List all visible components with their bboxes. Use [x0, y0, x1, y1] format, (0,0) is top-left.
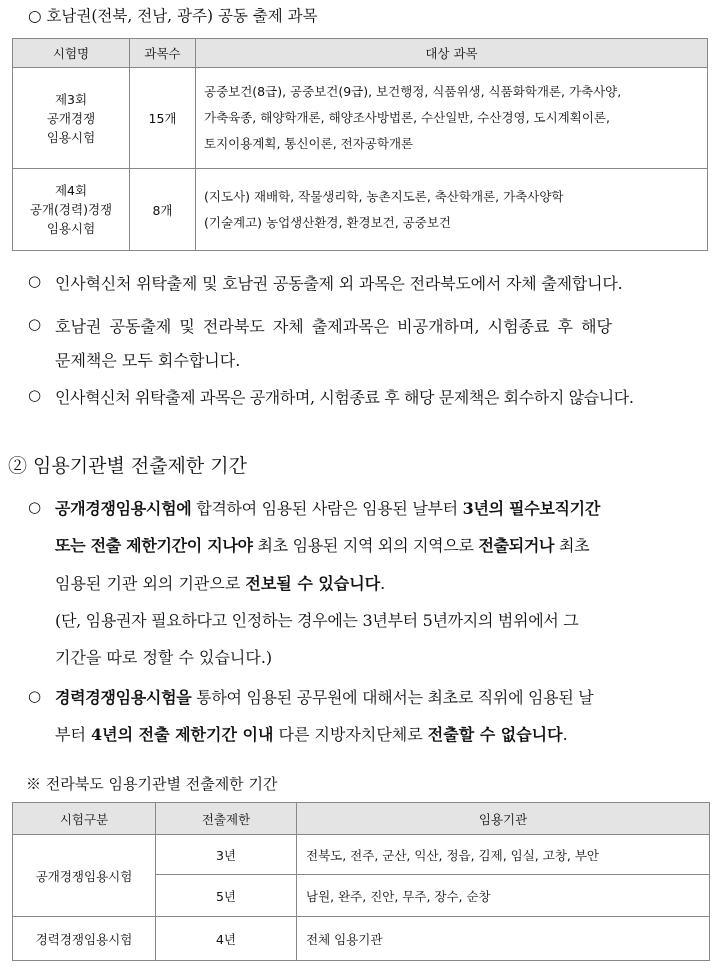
emphasis-text: 전출되거나 — [478, 536, 555, 555]
exam-type-cell: 공개경쟁임용시험 — [13, 835, 156, 917]
subjects-cell — [196, 169, 708, 251]
emphasis-text: 3년의 필수보직기간 — [462, 499, 600, 518]
exam-type-cell: 경력경쟁임용시험 — [13, 917, 156, 961]
subjects-line: 가축육종, 해양학개론, 해양조사방법론, 수산일반, 수산경영, 도시계획이론, — [204, 110, 610, 125]
exam-name-line: 공개(경력)경쟁 — [29, 202, 113, 217]
note-text: 문제책은 모두 회수합니다. — [55, 351, 241, 370]
plain-text: 최초 — [554, 536, 590, 555]
bullet-circle: ○ — [28, 315, 42, 333]
exam-name-line: 제3회 — [54, 91, 88, 107]
limit-cell: 4년 — [156, 917, 297, 961]
plain-text: 합격하여 임용된 사람은 임용된 날부터 — [191, 499, 463, 518]
table-row — [13, 68, 708, 169]
note-text: 인사혁신처 위탁출제 및 호남권 공동출제 외 과목은 전라북도에서 자체 출제합니다. — [55, 274, 623, 293]
col-header-exam: 시험명 — [13, 39, 130, 68]
joint-exam-table — [12, 38, 708, 251]
paragraph-line — [55, 722, 568, 745]
exam-name-line: 제4회 — [54, 183, 88, 198]
emphasis-text: 4년의 전출 제한기간 이내 — [91, 725, 274, 744]
subjects-line: 공중보건(8급), 공중보건(9급), 보건행정, 식품위생, 식품화학개론, 가축사양, — [204, 84, 622, 99]
emphasis-text: 경력경쟁임용시험을 — [55, 688, 192, 707]
emphasis-text: 또는 전출 제한기간이 지나야 — [55, 536, 253, 555]
bullet-circle: ○ — [28, 687, 42, 705]
plain-text: 부터 — [55, 725, 91, 744]
paragraph-line: (단, 임용권자 필요하다고 인정하는 경우에는 3년부터 5년까지의 범위에서 그 — [55, 611, 579, 630]
table-row — [13, 835, 710, 875]
transfer-limit-table — [12, 802, 710, 961]
subject-count-cell: 15개 — [130, 68, 196, 169]
col-header-limit: 전출제한 — [156, 803, 297, 835]
note-text: 인사혁신처 위탁출제 과목은 공개하며, 시험종료 후 해당 문제책은 회수하지 않습니다. — [55, 388, 634, 407]
subjects-line: (기술계고) 농업생산환경, 환경보건, 공중보건 — [204, 214, 451, 230]
table-header-row — [13, 803, 710, 835]
subjects-cell — [196, 68, 708, 169]
subjects-line: (지도사) 재배학, 작물생리학, 농촌지도론, 축산학개론, 가축사양학 — [204, 188, 564, 204]
plain-text: 최초 임용된 지역 외의 지역으로 — [252, 536, 479, 555]
agencies-cell: 전체 임용기관 — [297, 917, 710, 961]
plain-text: 임용된 기관 외의 기관으로 — [55, 574, 246, 593]
paragraph-line: 기간을 따로 정할 수 있습니다.) — [55, 648, 273, 667]
limit-cell: 5년 — [156, 875, 297, 917]
exam-name-cell — [13, 68, 130, 169]
emphasis-text: 공개경쟁임용시험에 — [55, 499, 192, 518]
exam-name-line: 임용시험 — [46, 129, 96, 145]
table-row — [13, 169, 708, 251]
section2-title: ② 임용기관별 전출제한 기간 — [8, 455, 248, 477]
exam-name-line: 임용시험 — [46, 221, 96, 236]
limit-cell: 3년 — [156, 835, 297, 875]
paragraph-line — [55, 496, 600, 519]
emphasis-text: 전보될 수 있습니다 — [245, 574, 381, 593]
subjects-line: 토지이용계획, 통신이론, 전자공학개론 — [204, 136, 414, 151]
table-header-row — [13, 39, 708, 68]
paragraph-line — [55, 685, 593, 708]
plain-text: 다른 지방자치단체로 — [273, 725, 428, 744]
col-header-exam-type: 시험구분 — [13, 803, 156, 835]
emphasis-text: 전출할 수 없습니다 — [427, 725, 563, 744]
col-header-agencies: 임용기관 — [297, 803, 710, 835]
plain-text: . — [380, 574, 386, 593]
plain-text: 통하여 임용된 공무원에 대해서는 최초로 직위에 임용된 날 — [191, 688, 594, 707]
section1-heading: ○ 호남권(전북, 전남, 광주) 공동 출제 과목 — [28, 7, 318, 25]
table-note-title: ※ 전라북도 임용기관별 전출제한 기간 — [26, 775, 278, 793]
exam-name-cell — [13, 169, 130, 251]
col-header-subjects: 대상 과목 — [196, 39, 708, 68]
bullet-circle: ○ — [28, 272, 42, 290]
exam-name-line: 공개경쟁 — [46, 110, 96, 126]
bullet-circle: ○ — [28, 386, 42, 404]
paragraph-line — [55, 571, 385, 594]
subject-count-cell: 8개 — [130, 169, 196, 251]
col-header-count: 과목수 — [130, 39, 196, 68]
plain-text: . — [562, 725, 568, 744]
table-row — [13, 917, 710, 961]
paragraph-line — [55, 533, 589, 556]
agencies-cell: 전북도, 전주, 군산, 익산, 정읍, 김제, 임실, 고창, 부안 — [297, 835, 710, 875]
note-text: 호남권 공동출제 및 전라북도 자체 출제과목은 비공개하며, 시험종료 후 해당 — [55, 317, 612, 336]
bullet-circle: ○ — [28, 498, 42, 516]
agencies-cell: 남원, 완주, 진안, 무주, 장수, 순창 — [297, 875, 710, 917]
